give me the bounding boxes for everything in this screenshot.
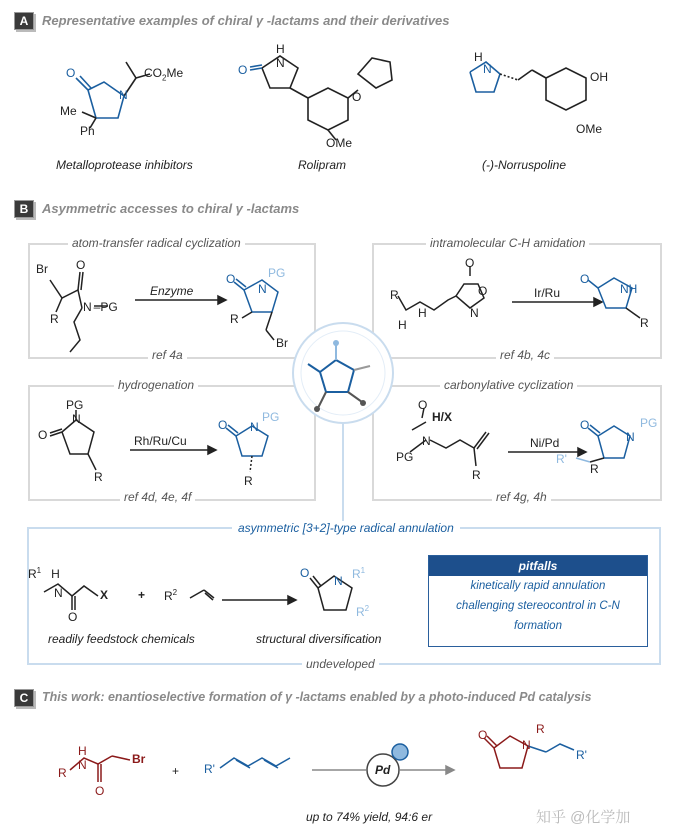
struct-label-o2: O xyxy=(238,63,248,77)
c-prod-o: O xyxy=(478,728,488,742)
b4-prod-n: N xyxy=(626,430,635,444)
b4-prod-r: R xyxy=(590,462,599,476)
annulation-right-caption: structural diversification xyxy=(256,632,382,646)
c-n: N xyxy=(78,758,87,772)
pitfalls-line-3: formation xyxy=(514,620,562,632)
section-a-badge: A xyxy=(14,12,34,30)
struct-label-me: Me xyxy=(60,104,77,118)
b1-prod-o: O xyxy=(226,272,236,286)
b3-reagent: Rh/Ru/Cu xyxy=(134,434,187,448)
struct-label-co2me: $CO_2Me$ xyxy=(144,66,184,83)
struct-label-o1: O xyxy=(66,66,76,80)
b3-prod-n: N xyxy=(250,420,259,434)
pitfalls-box xyxy=(428,555,648,647)
b4-hx: H/X xyxy=(432,410,453,424)
b4-pg: PG xyxy=(396,450,414,464)
pitfalls-line-2: challenging stereocontrol in C-N xyxy=(456,600,620,612)
ann-r2: $R^2$ xyxy=(164,588,178,603)
b1-prod-r: R xyxy=(230,312,239,326)
c-prod-r: R xyxy=(536,722,545,736)
c-h: H xyxy=(78,744,87,758)
b3-n: N xyxy=(72,412,81,426)
b2-prod-r: R xyxy=(640,316,649,330)
b1-br: Br xyxy=(36,262,48,276)
b3-prod-o: O xyxy=(218,418,228,432)
section-c-badge: C xyxy=(14,689,34,707)
b4-r: R xyxy=(472,468,481,482)
c-br: Br xyxy=(132,752,146,766)
b1-prod-n: N xyxy=(258,282,267,296)
b2-ring: O xyxy=(478,284,488,298)
ann-n: N xyxy=(54,586,63,600)
struct-label-nh3: H xyxy=(474,50,483,64)
pitfalls-line-1: kinetically rapid annulation xyxy=(470,580,606,592)
section-b-badge: B xyxy=(14,200,34,218)
ann-prod-r1: $R^1$ xyxy=(352,566,366,581)
ann-prod-n: N xyxy=(334,574,343,588)
b4-reagent: Ni/Pd xyxy=(530,436,560,450)
b4-prod-rprime: R' xyxy=(556,452,567,466)
b3-o: O xyxy=(38,428,48,442)
box-title-2: intramolecular C-H amidation xyxy=(426,236,589,250)
ann-o: O xyxy=(68,610,78,624)
example-name-1: Metalloprotease inhibitors xyxy=(56,158,193,172)
struct-label-nh2: H N xyxy=(276,42,285,70)
c-o: O xyxy=(95,784,105,798)
box-ref-4: ref 4g, 4h xyxy=(492,490,551,504)
b3-prod-pg: PG xyxy=(262,410,280,424)
ann-plus: + xyxy=(138,588,146,602)
b3-r: R xyxy=(94,470,103,484)
annulation-footer: undeveloped xyxy=(302,657,379,671)
b2-r: R xyxy=(390,288,399,302)
b1-o: O xyxy=(76,258,86,272)
box-title-3: hydrogenation xyxy=(114,378,198,392)
b4-prod-pg: PG xyxy=(640,416,658,430)
b2-reagent: Ir/Ru xyxy=(534,286,561,300)
c-prod-n: N xyxy=(522,738,531,752)
b1-reagent: Enzyme xyxy=(150,284,194,298)
ann-prod-o: O xyxy=(300,566,310,580)
struct-label-o3: O xyxy=(352,90,362,104)
b2-n: N xyxy=(470,306,479,320)
b1-n-pg: N –PG xyxy=(83,300,118,314)
c-rprime: R' xyxy=(204,762,215,776)
b2-o1: O xyxy=(465,256,475,270)
b3-prod-r: R xyxy=(244,474,253,488)
ann-r1-nh: $R^1$ H xyxy=(28,566,60,581)
b1-r: R xyxy=(50,312,59,326)
box-ref-3: ref 4d, 4e, 4f xyxy=(120,490,195,504)
section-c-title: This work: enantioselective formation of γ -lactams enabled by a photo-induced Pd catalysis xyxy=(42,690,592,704)
ann-prod-r2: $R^2$ xyxy=(356,604,370,619)
ann-x: X xyxy=(100,588,109,602)
struct-label-ome2: OMe xyxy=(576,122,603,136)
b2-prod-o: O xyxy=(580,272,590,286)
box-ref-2: ref 4b, 4c xyxy=(496,348,554,362)
b2-h: H xyxy=(398,318,407,332)
box-ref-1: ref 4a xyxy=(148,348,187,362)
b3-pg: PG xyxy=(66,398,84,412)
c-catalyst: Pd xyxy=(375,763,391,777)
struct-label-ome1: OMe xyxy=(326,136,353,150)
box-title-4: carbonylative cyclization xyxy=(440,378,577,392)
b4-prod-o: O xyxy=(580,418,590,432)
c-prod-rprime: R' xyxy=(576,748,587,762)
annulation-left-caption: readily feedstock chemicals xyxy=(48,632,195,646)
c-plus: + xyxy=(172,764,180,778)
b1-prod-pg: PG xyxy=(268,266,286,280)
struct-label-n1: N xyxy=(119,88,128,102)
example-name-3: (-)-Norruspoline xyxy=(482,158,567,172)
struct-label-n3: N xyxy=(483,62,492,76)
b4-o: O xyxy=(418,398,428,412)
annulation-title: asymmetric [3+2]-type radical annulation xyxy=(232,521,460,535)
yield-text: up to 74% yield, 94:6 er xyxy=(306,810,433,824)
c-r: R xyxy=(58,766,67,780)
box-title-1: atom-transfer radical cyclization xyxy=(68,236,245,250)
watermark: 知乎 @化学加 xyxy=(536,809,631,826)
section-b-title: Asymmetric accesses to chiral γ -lactams xyxy=(42,201,300,216)
example-name-2: Rolipram xyxy=(298,158,347,172)
b4-n: N xyxy=(422,434,431,448)
b2-prod-nh: NH xyxy=(620,282,638,296)
central-lactam-emblem xyxy=(293,323,393,527)
b1-prod-br: Br xyxy=(276,336,288,350)
b2-h2: H xyxy=(418,306,427,320)
struct-label-ph: Ph xyxy=(80,124,95,138)
section-a-title: Representative examples of chiral γ -lactams and their derivatives xyxy=(42,13,450,28)
pitfalls-header: pitfalls xyxy=(429,556,647,576)
struct-label-oh: OH xyxy=(590,70,608,84)
